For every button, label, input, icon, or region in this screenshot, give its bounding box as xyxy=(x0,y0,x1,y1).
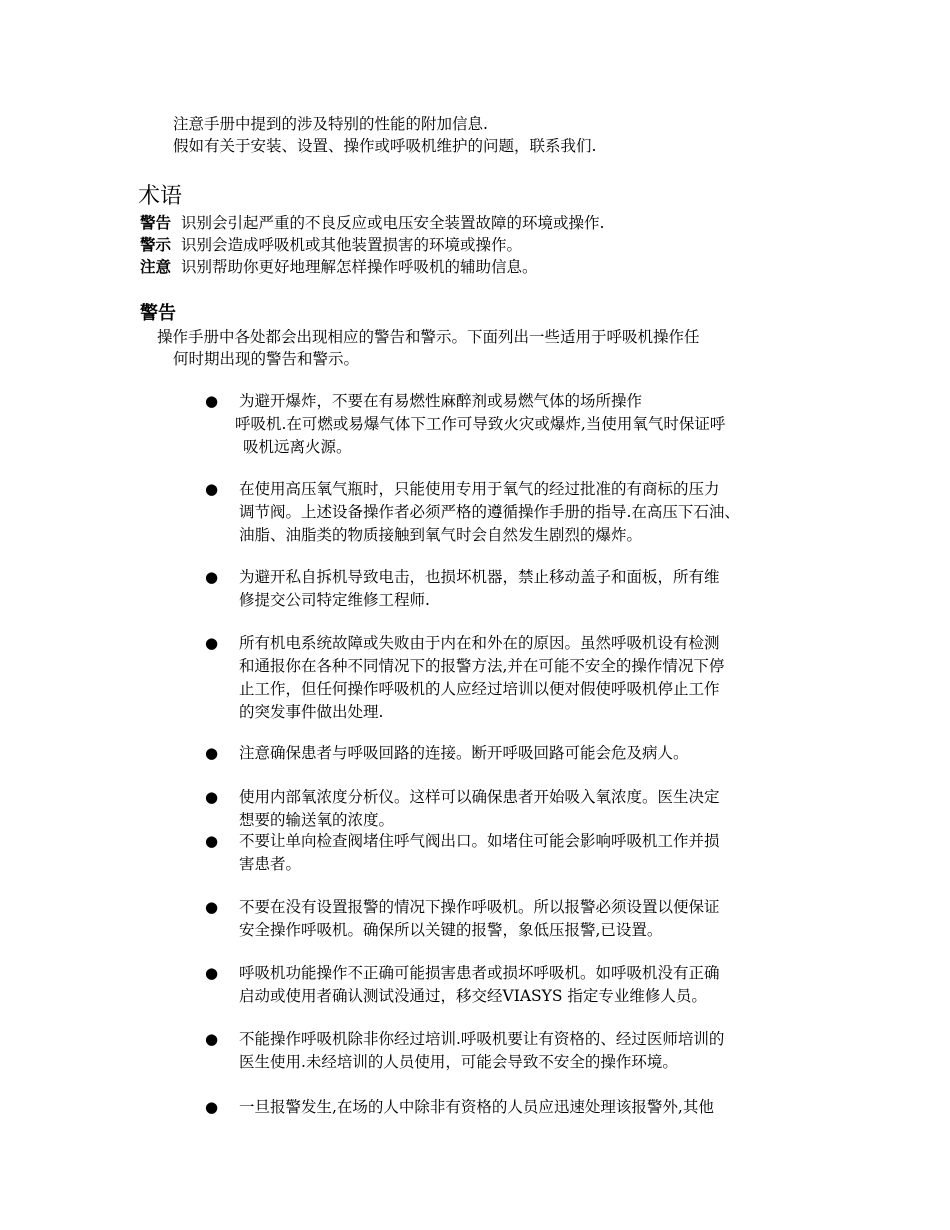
warning-item-text xyxy=(239,632,834,724)
warning-line: 呼吸机功能操作不正确可能损害患者或损坏呼吸机。如呼吸机没有正确 xyxy=(239,964,720,982)
bullet-icon: ● xyxy=(205,832,219,850)
warning-line: 害患者。 xyxy=(239,855,302,873)
bullet-icon: ● xyxy=(205,898,219,916)
term-text: 识别会引起严重的不良反应或电压安全装置故障的环境或操作. xyxy=(181,214,605,232)
warning-line: 所有机电系统故障或失败由于内在和外在的原因。虽然呼吸机设有检测 xyxy=(239,634,720,652)
warnings-heading: 警告 xyxy=(140,303,176,324)
term-key: 注意 xyxy=(140,257,172,276)
warning-line: 修提交公司特定维修工程师. xyxy=(239,591,430,609)
warning-line: 安全操作呼吸机。确保所以关键的报警，象低压报警,已设置。 xyxy=(239,921,663,939)
term-text: 识别会造成呼吸机或其他装置损害的环境或操作。 xyxy=(181,236,523,254)
warning-item-text xyxy=(239,1028,834,1074)
warning-line: 为避开私自拆机导致电击，也损坏机器，禁止移动盖子和面板，所有维 xyxy=(239,568,720,586)
warnings-intro-line-2: 何时期出现的警告和警示。 xyxy=(173,350,360,368)
bullet-icon: ● xyxy=(205,788,219,806)
warning-item-text xyxy=(239,962,834,1008)
warning-item-text xyxy=(239,1096,834,1119)
warning-item-text xyxy=(239,896,834,942)
warning-item-text xyxy=(239,566,834,612)
warning-item-text xyxy=(239,478,834,547)
warning-line: 想要的输送氧的浓度。 xyxy=(239,811,395,829)
warning-line: 在使用高压氧气瓶时，只能使用专用于氧气的经过批准的有商标的压力 xyxy=(239,480,720,498)
term-row-warning xyxy=(140,212,604,234)
bullet-icon: ● xyxy=(205,634,219,652)
bullet-icon: ● xyxy=(205,480,219,498)
bullet-icon: ● xyxy=(205,568,219,586)
warning-line: 医生使用.未经培训的人员使用，可能会导致不安全的操作环境。 xyxy=(239,1053,678,1071)
bullet-icon: ● xyxy=(205,1098,219,1116)
warning-item-text xyxy=(239,830,834,876)
warning-line: 一旦报警发生,在场的人中除非有资格的人员应迅速处理该报警外,其他 xyxy=(239,1098,714,1116)
warning-line: 止工作，但任何操作呼吸机的人应经过培训以便对假使呼吸机停止工作 xyxy=(239,680,720,698)
warning-line: 启动或使用者确认测试没通过，移交经VIASYS 指定专业维修人员。 xyxy=(239,987,707,1005)
warning-line: 不能操作呼吸机除非你经过培训.呼吸机要让有资格的、经过医师培训的 xyxy=(239,1030,725,1048)
term-row-caution xyxy=(140,234,522,256)
intro-line-1: 注意手册中提到的涉及特别的性能的附加信息. xyxy=(173,115,488,133)
warning-line: 吸机远离火源。 xyxy=(243,438,352,456)
warnings-intro xyxy=(157,326,837,370)
warning-line: 为避开爆炸，不要在有易燃性麻醉剂或易燃气体的场所操作 xyxy=(239,392,643,410)
bullet-icon: ● xyxy=(205,744,219,762)
warning-line: 油脂、油脂类的物质接触到氧气时会自然发生剧烈的爆炸。 xyxy=(239,526,643,544)
warning-line: 注意确保患者与呼吸回路的连接。断开呼吸回路可能会危及病人。 xyxy=(239,744,689,762)
warning-line: 呼吸机.在可燃或易爆气体下工作可导致火灾或爆炸,当使用氧气时保证呼 xyxy=(235,415,726,433)
term-text: 识别帮助你更好地理解怎样操作呼吸机的辅助信息。 xyxy=(181,258,538,276)
warning-line: 使用内部氧浓度分析仪。这样可以确保患者开始吸入氧浓度。医生决定 xyxy=(239,788,720,806)
term-key: 警示 xyxy=(140,235,172,254)
bullet-icon: ● xyxy=(205,1030,219,1048)
warning-item-text xyxy=(239,786,834,832)
terms-heading: 术语 xyxy=(138,184,183,209)
intro-line-2: 假如有关于安装、设置、操作或呼吸机维护的问题，联系我们. xyxy=(173,137,597,155)
bullet-icon: ● xyxy=(205,964,219,982)
warning-line: 的突发事件做出处理. xyxy=(239,703,384,721)
warning-item-text xyxy=(235,390,834,459)
bullet-icon: ● xyxy=(205,392,219,410)
warning-line: 不要在没有设置报警的情况下操作呼吸机。所以报警必须设置以便保证 xyxy=(239,898,720,916)
warning-line: 调节阀。上述设备操作者必须严格的遵循操作手册的指导.在高压下石油、 xyxy=(239,503,740,521)
warning-line: 不要让单向检查阀堵住呼气阀出口。如堵住可能会影响呼吸机工作并损 xyxy=(239,832,720,850)
warnings-intro-line-1: 操作手册中各处都会出现相应的警告和警示。下面列出一些适用于呼吸机操作任 xyxy=(157,328,700,346)
term-row-note xyxy=(140,256,538,278)
term-key: 警告 xyxy=(140,213,172,232)
warning-line: 和通报你在各种不同情况下的报警方法,并在可能不安全的操作情况下停 xyxy=(239,657,725,675)
warning-item-text xyxy=(239,742,834,765)
